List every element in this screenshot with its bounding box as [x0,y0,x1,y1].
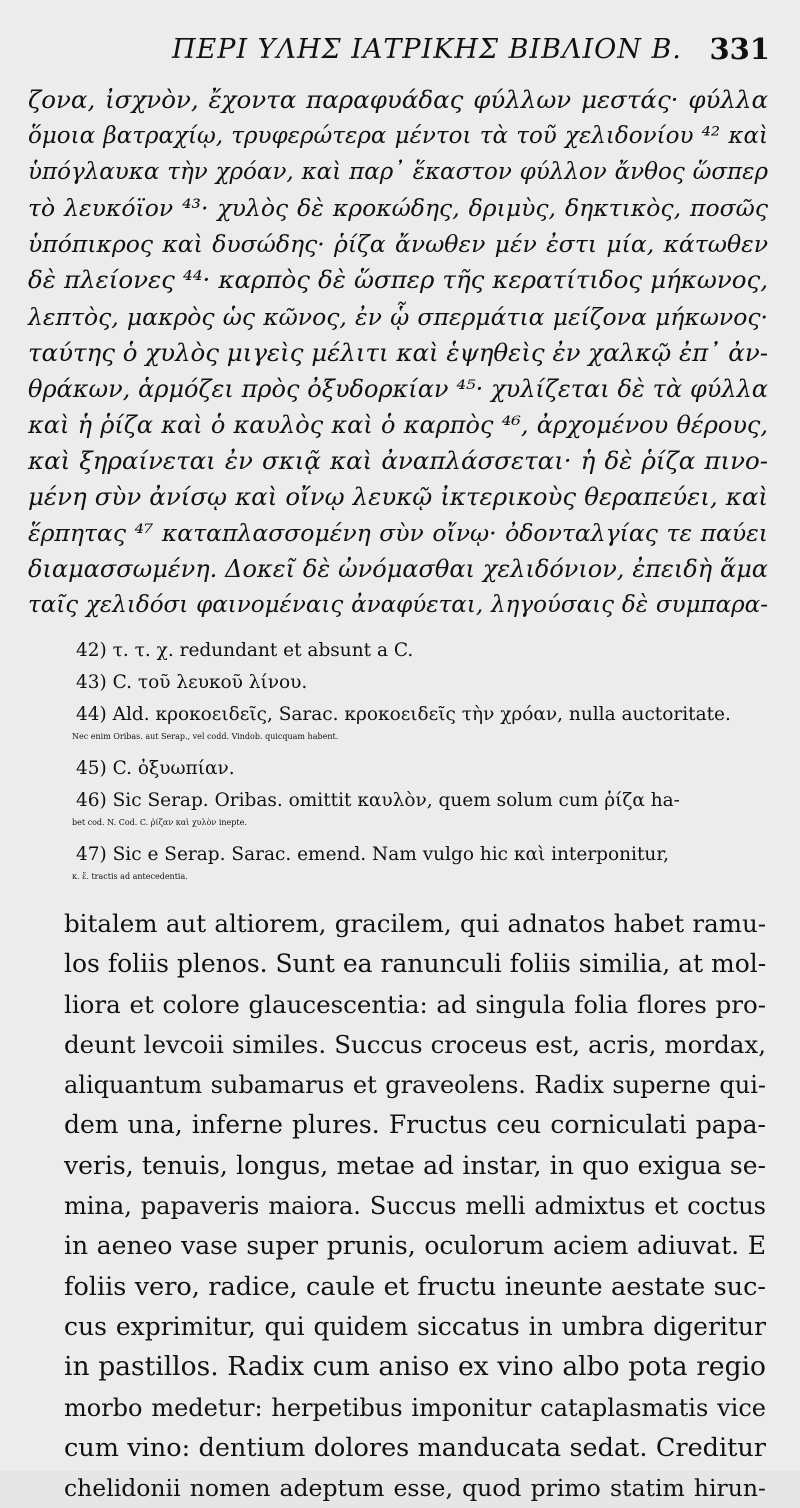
greek-text-line: τὸ λευκόϊον ⁴³· χυλὸς δὲ κροκώδης, δριμὺς, δηκτικὸς, ποσῶς [28,194,768,223]
page-header [150,28,770,72]
greek-text-line: καὶ ξηραίνεται ἐν σκιᾷ καὶ ἀναπλάσσεται· ἡ δὲ ῥίζα πινο- [28,445,768,475]
latin-text-line: cum vino: dentium dolores manducata sedat. Creditur [64,1432,766,1463]
latin-translation-block [64,904,766,1508]
footnote-gap [76,694,766,704]
footnote-gap [76,834,766,844]
greek-text-line: λεπτὸς, μακρὸς ὡς κῶνος, ἐν ᾧ σπερμάτια μείζονα μήκωνος· [28,302,768,331]
greek-text-line: θράκων, ἁρμόζει πρὸς ὀξυδορκίαν ⁴⁵· χυλίζεται δὲ τὰ φύλλα [28,374,768,403]
footnote-line: 42) τ. τ. χ. redundant et absunt a C. [76,640,414,661]
footnote-line: 46) Sic Serap. Oribas. omittit καυλὸν, quem solum cum ῥίζα ha- [76,790,680,811]
footnote-gap [76,662,766,672]
latin-text-line: in aeneo vase super prunis, oculorum aciem adiuvat. E [64,1231,766,1261]
greek-text-block [28,82,768,623]
greek-text-line: ταῖς χελιδόσι φαινομέναις ἀναφύεται, ληγούσαις δὲ συμπαρα- [28,592,768,619]
greek-text-line: ὑπόγλαυκα τὴν χρόαν, καὶ παρ᾽ ἕκαστον φύλλον ἄνθος ὥσπερ [28,159,768,186]
footnote-line: Nec enim Oribas. aut Serap., vel codd. Vindob. quicquam habent. [72,732,339,741]
footnote-line: 45) C. ὀξυωπίαν. [76,758,235,779]
footnote-gap [76,748,766,758]
greek-text-line: ὅμοια βατραχίῳ, τρυφερώτερα μέντοι τὰ τοῦ χελιδονίου ⁴² καὶ [28,123,768,150]
greek-text-line: καὶ ἡ ῥίζα καὶ ὁ καυλὸς καὶ ὁ καρπὸς ⁴⁶, ἀρχομένου θέρους, [28,410,768,439]
latin-text-line: deunt levcoii similes. Succus croceus est, acris, mordax, [64,1029,766,1059]
latin-text-line: foliis vero, radice, caule et fructu ineunte aestate suc- [64,1271,766,1302]
latin-text-line: bitalem aut altiorem, gracilem, qui adnatos habet ramu- [64,909,766,938]
greek-text-line: ὑπόπικρος καὶ δυσώδης· ῥίζα ἄνωθεν μέν ἐστι μία, κάτωθεν [28,230,768,259]
greek-text-line: μένη σὺν ἀνίσῳ καὶ οἴνῳ λευκῷ ἰκτερικοὺς θεραπεύει, καὶ [28,482,768,512]
footnote-line: 44) Ald. κροκοειδεῖς, Sarac. κροκοειδεῖς τὴν χρόαν, nulla auctoritate. [76,704,731,725]
greek-text-line: διαμασσωμένη. Δοκεῖ δὲ ὠνόμασθαι χελιδόνιον, ἐπειδὴ ἅμα [28,555,768,584]
latin-text-line: los foliis plenos. Sunt ea ranunculi foliis similia, at mol- [64,949,767,979]
latin-text-line: cus exprimitur, qui quidem siccatus in umbra digeritur [64,1311,766,1341]
greek-text-line: ταύτης ὁ χυλὸς μιγεὶς μέλιτι καὶ ἑψηθεὶς ἐν χαλκῷ ἐπ᾽ ἀν- [28,337,769,367]
footnote-gap [76,780,766,790]
footnote-line: κ. ἕ. tractis ad antecedentia. [72,872,188,881]
page-number: 331 [709,32,770,66]
latin-text-line: liora et colore glaucescentia: ad singula folia flores pro- [64,989,766,1019]
latin-text-line: morbo medetur: herpetibus imponitur cataplasmatis vice [64,1393,766,1422]
latin-text-line: in pastillos. Radix cum aniso ex vino albo pota regio [64,1351,766,1383]
latin-text-line: aliquantum subamarus et graveolens. Radix superne qui- [64,1071,766,1100]
greek-text-line: ζονα, ἰσχνὸν, ἔχοντα παραφυάδας φύλλων μεστάς· φύλλα [28,85,768,114]
latin-text-line: veris, tenuis, longus, metae ad instar, in quo exigua se- [64,1150,766,1180]
footnote-line: bet cod. N. Cod. C. ῥίζαν καὶ χυλὸν inepte. [72,818,247,827]
latin-text-line: mina, papaveris maiora. Succus melli admixtus et coctus [64,1192,766,1221]
latin-text-line: chelidonii nomen adeptum esse, quod primo statim hirun- [64,1474,766,1503]
running-title: ΠΕΡΙ ΥΛΗΣ ΙΑΤΡΙΚΗΣ ΒΙΒΛΙΟΝ Β. [172,34,682,65]
greek-text-line: ἕρπητας ⁴⁷ καταπλασσομένη σὺν οἴνῳ· ὀδονταλγίας τε παύει [28,519,768,548]
greek-text-line: δὲ πλείονες ⁴⁴· καρπὸς δὲ ὥσπερ τῆς κερατίτιδος μήκωνος, [28,265,768,295]
footnote-line: 43) C. τοῦ λευκοῦ λίνου. [76,672,308,693]
footnotes-block [72,640,766,888]
latin-text-line: dem una, inferne plures. Fructus ceu corniculati papa- [64,1110,766,1140]
footnote-line: 47) Sic e Serap. Sarac. emend. Nam vulgo hic καὶ interponitur, [76,844,670,865]
